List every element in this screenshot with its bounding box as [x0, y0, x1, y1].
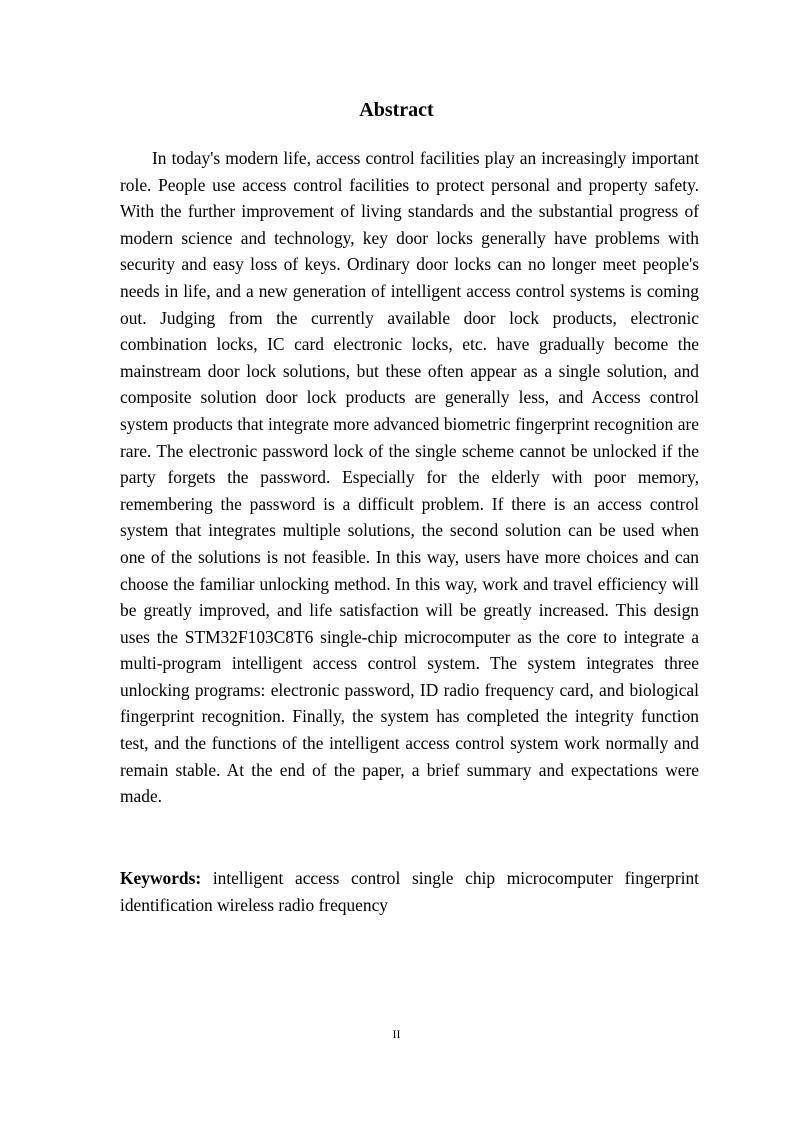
- page-number: II: [392, 1027, 401, 1041]
- keywords-text: intelligent access control single chip microcomputer fingerprint identification wireless radio frequency: [120, 868, 699, 915]
- keywords-label: Keywords:: [120, 868, 202, 888]
- abstract-title: Abstract: [359, 99, 434, 121]
- abstract-body: In today's modern life, access control facilities play an increasingly important role. People use access control facilities to protect personal and property safety. With the further improvement of living standards and the substantial progress of modern science and technology, key door locks generally have problems with security and easy loss of keys. Ordinary door locks can no longer meet people's needs in life, and a new generation of intelligent access control systems is coming out. Judging from the currently available door lock products, electronic combination locks, IC card electronic locks, etc. have gradually become the mainstream door lock solutions, but these often appear as a single solution, and composite solution door lock products are generally less, and Access control system products that integrate more advanced biometric fingerprint recognition are rare. The electronic password lock of the single scheme cannot be unlocked if the party forgets the password. Especially for the elderly with poor memory, remembering the password is a difficult problem. If there is an access control system that integrates multiple solutions, the second solution can be used when one of the solutions is not feasible. In this way, users have more choices and can choose the familiar unlocking method. In this way, work and travel efficiency will be greatly improved, and life satisfaction will be greatly increased. This design uses the STM32F103C8T6 single-chip microcomputer as the core to integrate a multi-program intelligent access control system. The system integrates three unlocking programs: electronic password, ID radio frequency card, and biological fingerprint recognition. Finally, the system has completed the integrity function test, and the functions of the intelligent access control system work normally and remain stable. At the end of the paper, a brief summary and expectations were made.: [120, 148, 699, 807]
- keywords-paragraph: [120, 865, 699, 918]
